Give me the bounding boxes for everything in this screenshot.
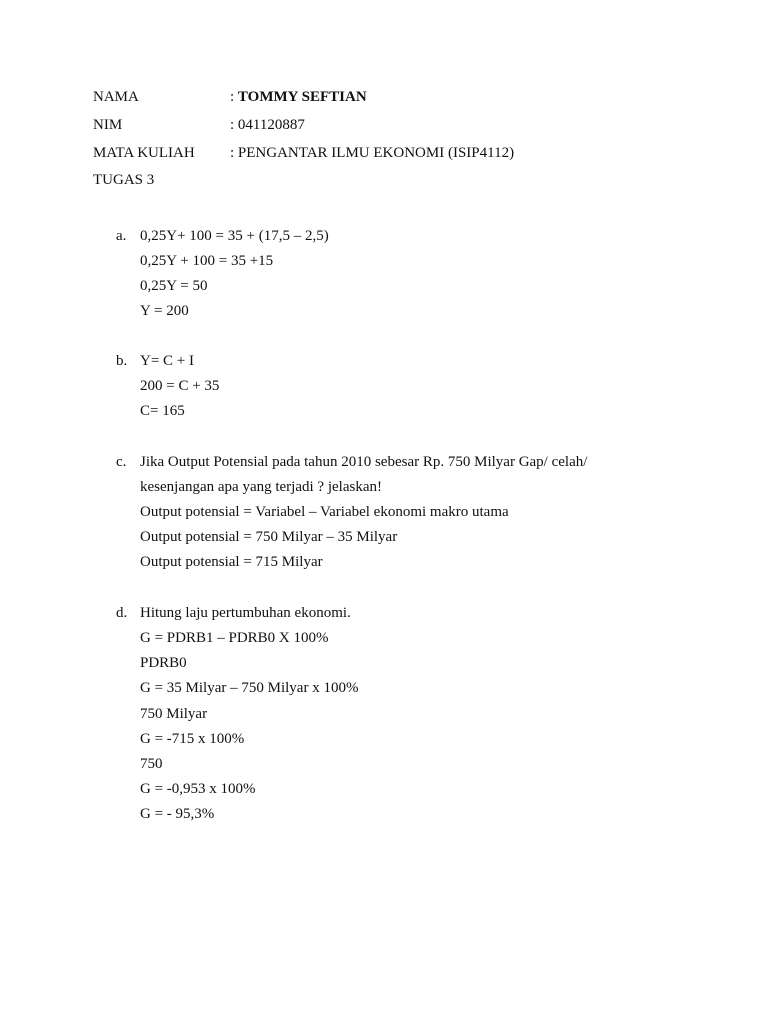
section-c-line: kesenjangan apa yang terjadi ? jelaskan!: [140, 479, 382, 495]
mata-kuliah-label: MATA KULIAH: [93, 145, 195, 161]
section-a-line: 0,25Y = 50: [140, 278, 208, 294]
section-a-line: 0,25Y+ 100 = 35 + (17,5 – 2,5): [140, 228, 329, 244]
section-d-marker: d.: [116, 605, 128, 621]
section-b-line: Y= C + I: [140, 353, 195, 369]
section-d-line: G = -715 x 100%: [140, 731, 245, 747]
section-d-line: 750 Milyar: [140, 706, 208, 722]
section-c-line: Output potensial = 750 Milyar – 35 Milyar: [140, 529, 398, 545]
nama-separator: :: [230, 89, 238, 105]
section-c-line: Output potensial = Variabel – Variabel ekonomi makro utama: [140, 504, 509, 520]
section-c-line: Jika Output Potensial pada tahun 2010 sebesar Rp. 750 Milyar Gap/ celah/: [140, 454, 588, 470]
section-a-line: Y = 200: [140, 303, 189, 319]
section-a-line: 0,25Y + 100 = 35 +15: [140, 253, 274, 269]
section-a-marker: a.: [116, 228, 127, 244]
section-c-line: Output potensial = 715 Milyar: [140, 554, 323, 570]
section-b-marker: b.: [116, 353, 128, 369]
nama-value-line: [230, 88, 367, 106]
section-c-marker: c.: [116, 454, 127, 470]
mata-kuliah-value: : PENGANTAR ILMU EKONOMI (ISIP4112): [230, 145, 515, 161]
section-d-line: G = PDRB1 – PDRB0 X 100%: [140, 630, 329, 646]
section-b-line: C= 165: [140, 403, 185, 419]
section-b-line: 200 = C + 35: [140, 378, 220, 394]
nama-value: TOMMY SEFTIAN: [237, 89, 367, 105]
section-d-line: G = 35 Milyar – 750 Milyar x 100%: [140, 680, 359, 696]
section-d-line: G = -0,953 x 100%: [140, 781, 256, 797]
nim-label: NIM: [93, 117, 123, 133]
section-d-line: G = - 95,3%: [140, 806, 215, 822]
section-d-line: PDRB0: [140, 655, 187, 671]
nama-label: NAMA: [93, 89, 139, 105]
tugas-label: TUGAS 3: [93, 172, 155, 188]
nim-value: : 041120887: [230, 117, 305, 133]
section-d-line: Hitung laju pertumbuhan ekonomi.: [140, 605, 351, 621]
section-d-line: 750: [140, 756, 163, 772]
